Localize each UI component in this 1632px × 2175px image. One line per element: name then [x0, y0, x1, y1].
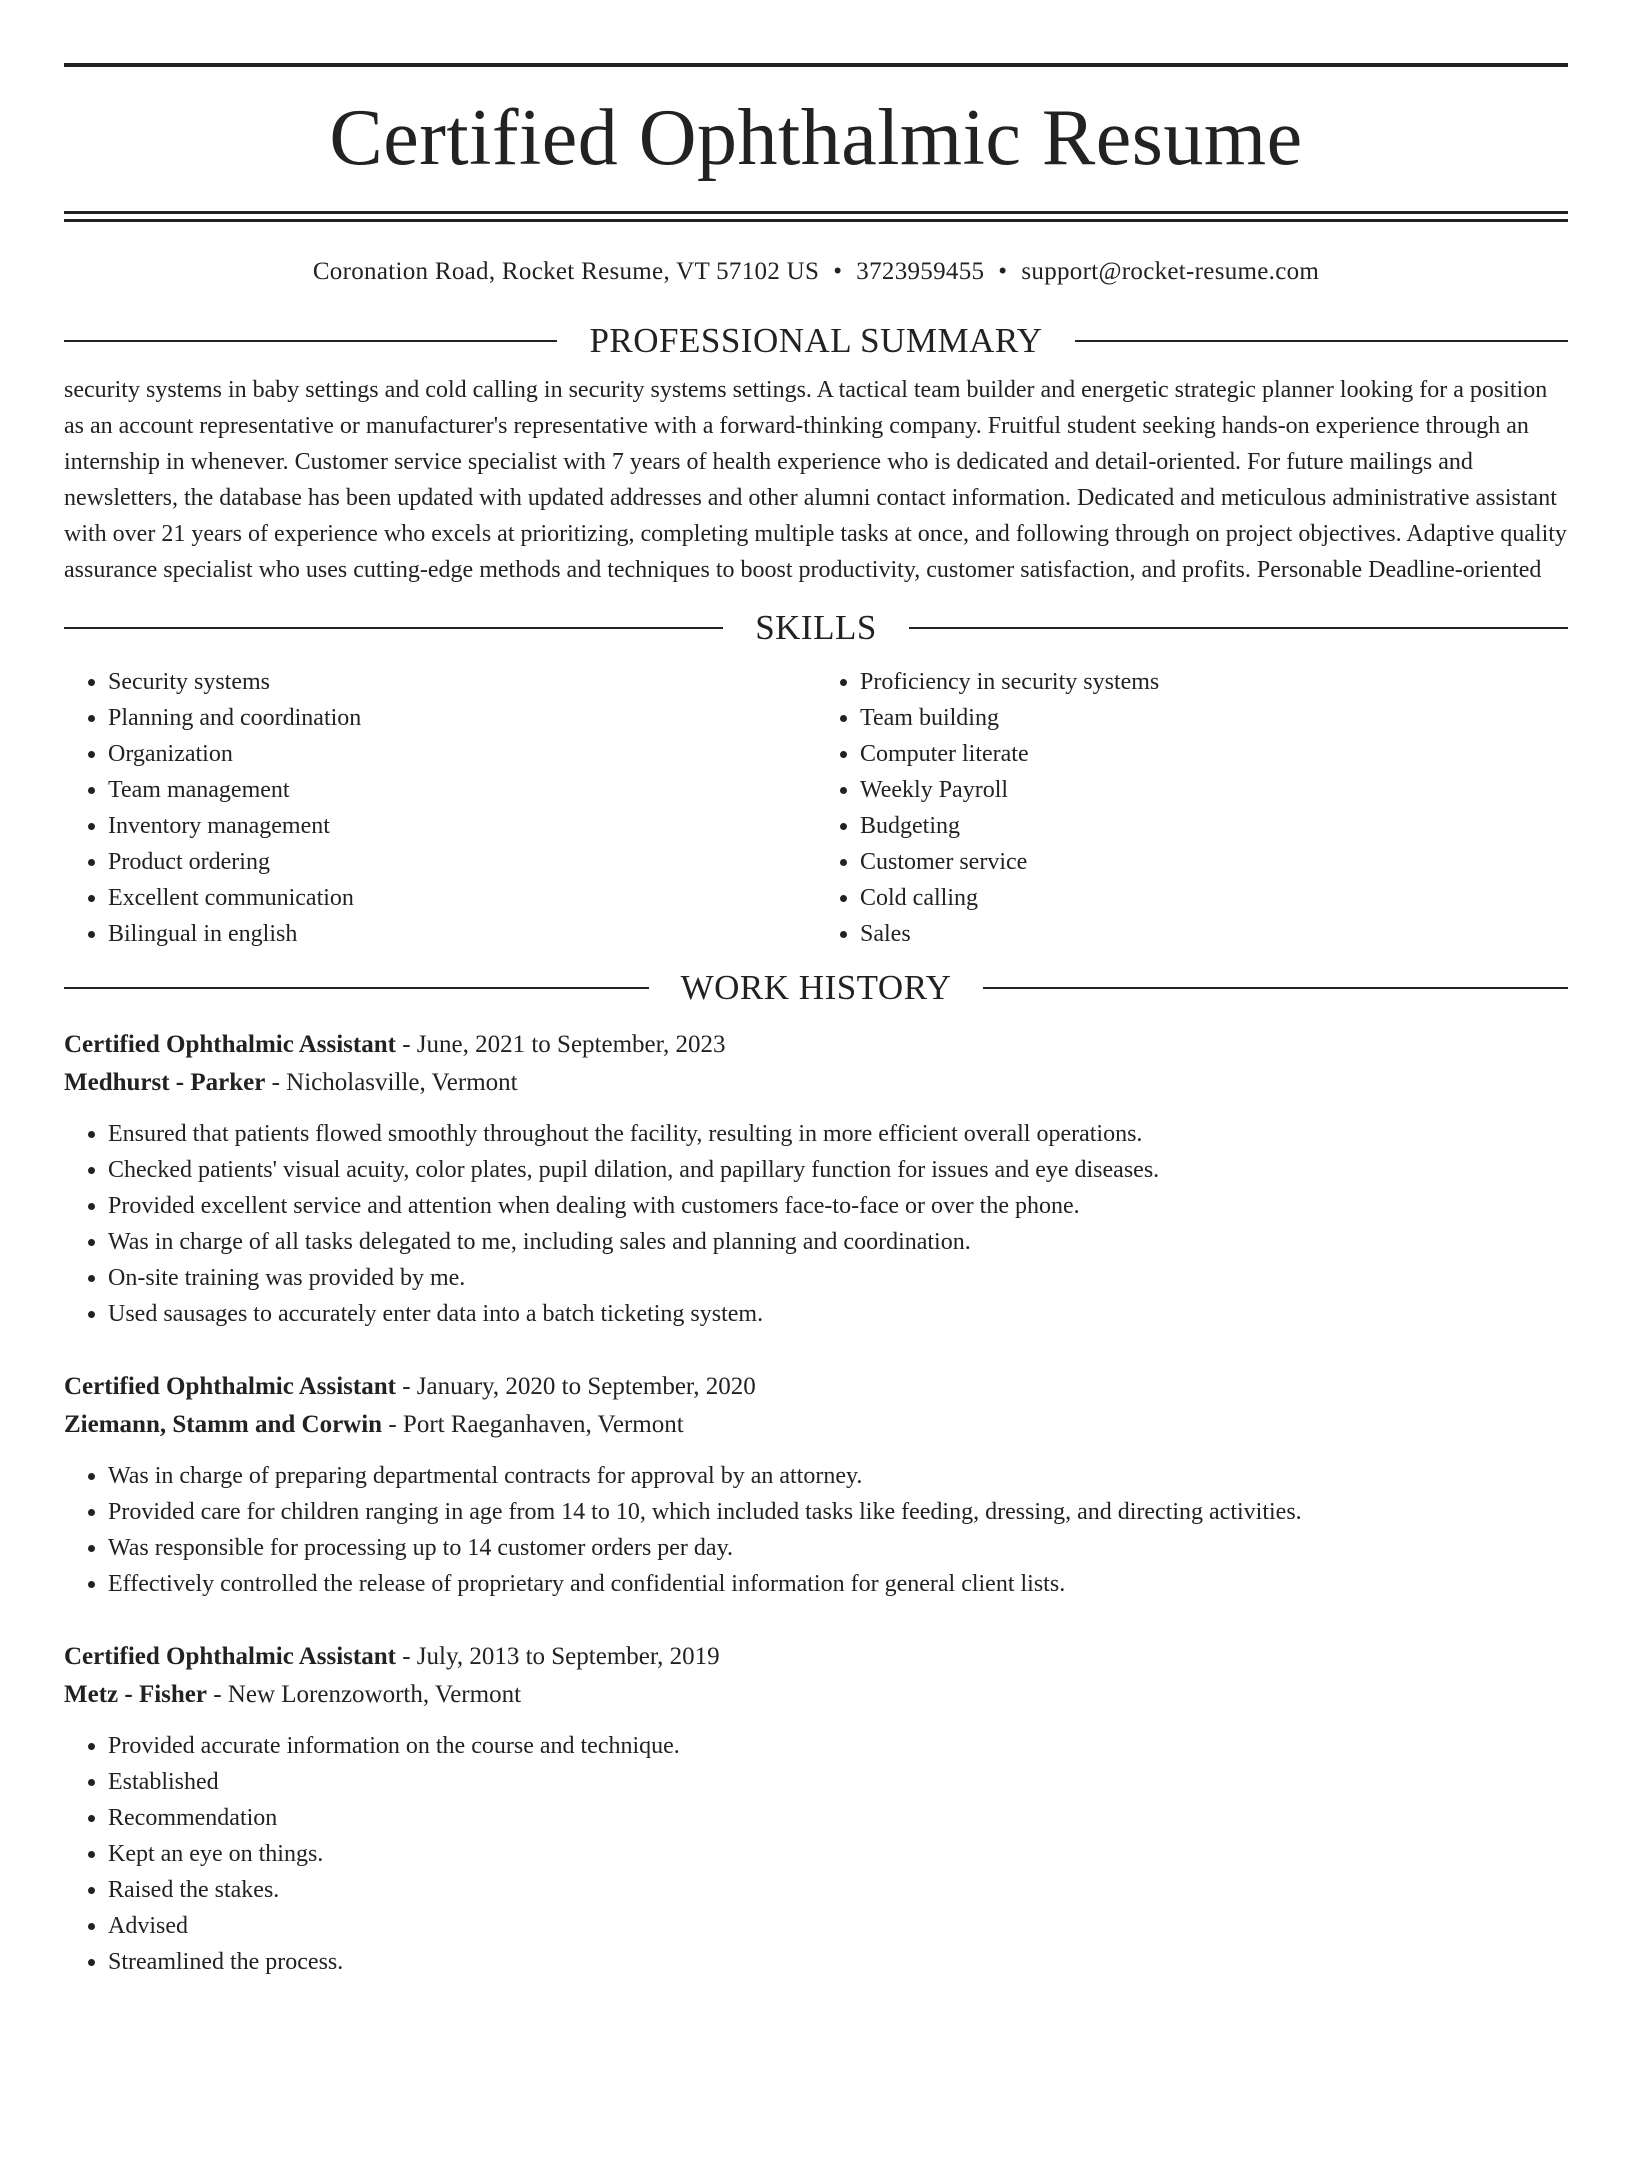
skill-item: • Budgeting	[860, 808, 1568, 844]
summary-heading	[64, 321, 1568, 361]
skills-columns	[64, 664, 1568, 952]
job-bullets	[64, 1116, 1568, 1332]
job-bullet: • Advised	[108, 1908, 1568, 1944]
job-bullets	[64, 1458, 1568, 1602]
job-company-line	[64, 1406, 1568, 1444]
job-bullet: • Used sausages to accurately enter data into a batch ticketing system.	[108, 1296, 1568, 1332]
skill-item: • Organization	[108, 736, 816, 772]
job-bullet: • Established	[108, 1764, 1568, 1800]
job-entry	[64, 1638, 1568, 1980]
skill-item: • Bilingual in english	[108, 916, 816, 952]
skill-item: • Weekly Payroll	[860, 772, 1568, 808]
job-bullet: • Effectively controlled the release of proprietary and confidential information for general client lists.	[108, 1566, 1568, 1602]
heading-rule	[64, 340, 557, 342]
skills-heading-label: SKILLS	[755, 608, 877, 647]
skill-item: • Team management	[108, 772, 816, 808]
job-bullet: • Was responsible for processing up to 14 customer orders per day.	[108, 1530, 1568, 1566]
skills-left-list	[64, 664, 816, 952]
heading-rule	[64, 987, 649, 989]
job-company: Ziemann, Stamm and Corwin	[64, 1411, 383, 1438]
job-bullets	[64, 1728, 1568, 1980]
heading-rule	[909, 627, 1568, 629]
job-location: - Port Raeganhaven, Vermont	[382, 1411, 684, 1438]
skill-item: • Team building	[860, 700, 1568, 736]
job-bullet: • Ensured that patients flowed smoothly throughout the facility, resulting in more efficient overall operations.	[108, 1116, 1568, 1152]
job-company: Metz - Fisher	[64, 1681, 207, 1708]
heading-rule	[64, 627, 723, 629]
job-role: Certified Ophthalmic Assistant	[64, 1643, 396, 1670]
job-company-line	[64, 1676, 1568, 1714]
job-bullet: • Kept an eye on things.	[108, 1836, 1568, 1872]
job-location: - New Lorenzoworth, Vermont	[206, 1681, 522, 1708]
job-role: Certified Ophthalmic Assistant	[64, 1373, 396, 1400]
skill-item: • Excellent communication	[108, 880, 816, 916]
heading-rule	[983, 987, 1568, 989]
skill-item: • Cold calling	[860, 880, 1568, 916]
job-bullet: • Was in charge of preparing departmental contracts for approval by an attorney.	[108, 1458, 1568, 1494]
skill-item: • Product ordering	[108, 844, 816, 880]
contact-phone: 3723959455	[856, 258, 985, 285]
job-bullet: • On-site training was provided by me.	[108, 1260, 1568, 1296]
resume-title: Certified Ophthalmic Resume	[329, 94, 1303, 182]
work-history-heading	[64, 968, 1568, 1008]
skill-item: • Planning and coordination	[108, 700, 816, 736]
work-history-heading-label: WORK HISTORY	[680, 968, 952, 1007]
skill-item: • Security systems	[108, 664, 816, 700]
skill-item: • Inventory management	[108, 808, 816, 844]
job-entry	[64, 1026, 1568, 1332]
contact-address: Coronation Road, Rocket Resume, VT 57102 US	[312, 258, 820, 285]
skills-heading	[64, 608, 1568, 648]
double-rule	[64, 211, 1568, 222]
job-bullet: • Provided care for children ranging in age from 14 to 10, which included tasks like feeding, dressing, and directing activities.	[108, 1494, 1568, 1530]
summary-heading-label: PROFESSIONAL SUMMARY	[589, 321, 1043, 360]
job-bullet: • Provided excellent service and attention when dealing with customers face-to-face or over the phone.	[108, 1188, 1568, 1224]
job-location: - Nicholasville, Vermont	[265, 1069, 518, 1096]
job-bullet: • Was in charge of all tasks delegated to me, including sales and planning and coordination.	[108, 1224, 1568, 1260]
job-bullet: • Raised the stakes.	[108, 1872, 1568, 1908]
job-role: Certified Ophthalmic Assistant	[64, 1031, 396, 1058]
skill-item: • Sales	[860, 916, 1568, 952]
job-dates: - January, 2020 to September, 2020	[395, 1373, 756, 1400]
job-title-line	[64, 1638, 1568, 1676]
resume-page	[0, 63, 1632, 2175]
heading-rule	[1075, 340, 1568, 342]
skill-item: • Proficiency in security systems	[860, 664, 1568, 700]
contact-separator: •	[833, 258, 843, 285]
contact-separator: •	[998, 258, 1008, 285]
job-company: Medhurst - Parker	[64, 1069, 266, 1096]
job-title-line	[64, 1368, 1568, 1406]
skill-item: • Computer literate	[860, 736, 1568, 772]
job-bullet: • Provided accurate information on the course and technique.	[108, 1728, 1568, 1764]
job-bullet: • Streamlined the process.	[108, 1944, 1568, 1980]
job-title-line	[64, 1026, 1568, 1064]
top-rule	[64, 63, 1568, 67]
job-dates: - June, 2021 to September, 2023	[395, 1031, 726, 1058]
contact-line	[64, 256, 1568, 288]
skill-item: • Customer service	[860, 844, 1568, 880]
job-entry	[64, 1368, 1568, 1602]
summary-text: security systems in baby settings and cold calling in security systems settings. A tactical team builder and energetic strategic planner looking for a position as an account representative or manufacturer's representative with a forward-thinking company. Fruitful student seeking hands-on experience through an internship in whenever. Customer service specialist with 7 years of health experience who is dedicated and detail-oriented. For future mailings and newsletters, the database has been updated with updated addresses and other alumni contact information. Dedicated and meticulous administrative assistant with over 21 years of experience who excels at prioritizing, completing multiple tasks at once, and following through on project objectives. Adaptive quality assurance specialist who uses cutting-edge methods and techniques to boost productivity, customer satisfaction, and profits. Personable Deadline-oriented	[64, 377, 1567, 583]
job-dates: - July, 2013 to September, 2019	[395, 1643, 720, 1670]
job-bullet: • Recommendation	[108, 1800, 1568, 1836]
skills-right-list	[816, 664, 1568, 952]
job-bullet: • Checked patients' visual acuity, color plates, pupil dilation, and papillary function for issues and eye diseases.	[108, 1152, 1568, 1188]
contact-email: support@rocket-resume.com	[1021, 258, 1320, 285]
job-company-line	[64, 1064, 1568, 1102]
